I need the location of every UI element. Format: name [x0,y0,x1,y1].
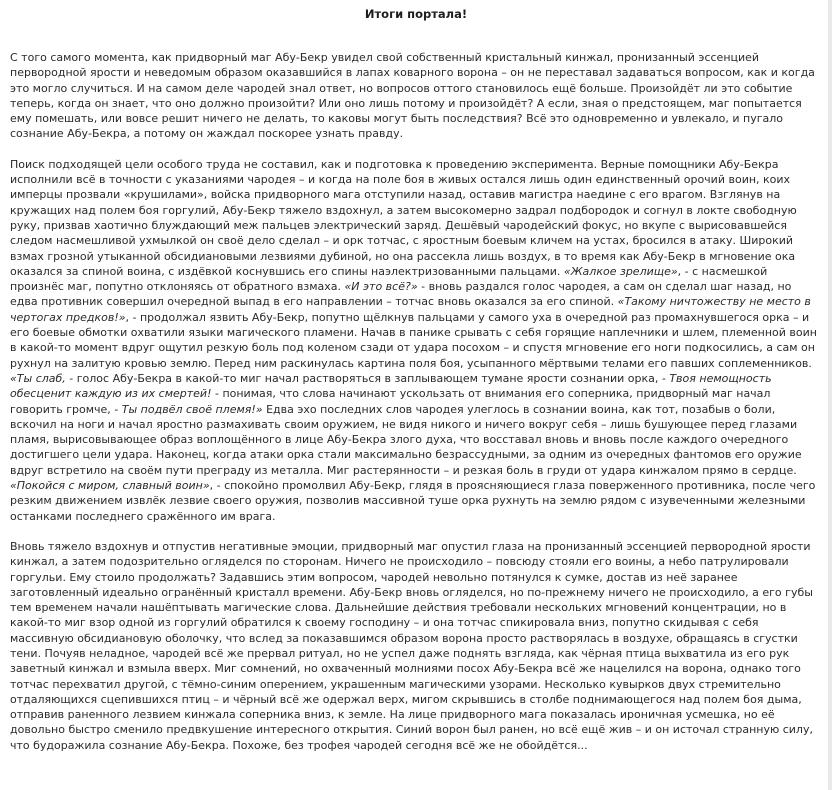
paragraph [10,539,822,753]
quote-text: «Покойся с миром, славный воин» [10,479,210,493]
quote-text: «Такому ничтожеству не место в чертогах предков!» [10,295,811,324]
quote-text: «Ты слаб, [10,371,66,385]
page-edge-strip [828,0,832,790]
article-title: Итоги портала! [364,7,468,21]
paragraph-text: - вновь раздался голос чародея, а сам он сделал шаг назад, но едва противник совершил очередной выпад в его направлении – тотчас вновь оказался за его спиной. [10,280,792,309]
quote-text: «Жалкое зрелище» [563,264,678,278]
paragraph-text: , - спокойно промолвил Абу-Бекр, глядя в проясняющиеся глаза поверженного противника, после чего резким движением извлёк лезвие своего оружия, позволив массивной туше орка рухнуть на землю рядом с изувеченными железными останками последнего сражённого им врага. [10,479,816,523]
paragraph-text: - понимая, что слова начинают ускользать от внимания его соперника, придворный маг начал говорить громче, [10,387,771,416]
paragraph-text: - голос Абу-Бекра в какой-то миг начал растворяться в заплывающем тумане ярости сознании орка, [65,371,662,385]
paragraph [10,157,822,524]
paragraph-text: , - с насмешкой произнёс маг, попутно отклоняясь от обратного взмаха. [10,264,768,294]
paragraph-text: С того самого момента, как придворный маг Абу-Бекр увидел свой собственный кристальный кинжал, пронизанный эссенцией первородной ярости и неведомым образом оказавшийся в лапах коварного ворона – он не переставал задаваться вопросом, как и когда это могло случиться. И на самом деле чародей знал ответ, но вопросов оттого становилось ещё больше. Произойдёт ли это событие теперь, когда он знает, что оно должно произойти? Или оно лишь потому и произойдёт? А если, зная о предстоящем, маг попытается ему помешать, или вовсе решит ничего не делать, то каковы могут быть последствия? Всё это одновременно и увлекало, и пугало сознание Абу-Бекра, а потому он жаждал поскорее узнать правду. [10,51,815,141]
paragraph-text: Вновь тяжело вздохнув и отпустив негативные эмоции, придворный маг опустил глаза на пронизанный эссенцией первородной ярости кинжал, а затем подозрительно огляделся по сторонам. Ничего не происходило – повсюду стояли его воины, а небо патрулировали горгульи. Ему стоило продолжать? Задавшись этим вопросом, чародей невольно потянулся к сумке, достав из неё заранее заготовленный идеально огранённый кристалл времени. Абу-Бекр вновь огляделся, но по-прежнему ничего не происходило, а его губы тем временем начали нашёптывать магические слова. Дальнейшие действия требовали нескольких мгновений концентрации, но в какой-то миг взор одной из горгулий обратился к своему господину – и она тотчас спикировала вниз, попутно скидывая с себя массивную обсидиановую оболочку, что вслед за показавшимся образом ворона просто растворялась в воздухе, обращаясь в сгустки тени. Почуяв неладное, чародей всё же прервал ритуал, но не успел даже поднять взгляда, как чёрная птица выхватила из его рук заветный кинжал и взмыла вверх. Миг сомнений, но охваченный молниями посох Абу-Бекра всё же нацелился на ворона, однако того тотчас перехватил другой, с тёмно-синим оперением, украшенным магическими узорами. Несколько кувырков двух стремительно отдаляющихся сцепившихся птиц – и чёрный всё же одержал верх, мигом скрывшись в столбе поднимающегося над полем боя дыма, отправив раненного лезвием кинжала соперника вниз, к земле. На лице придворного мага показалась ироничная усмешка, но её довольно быстро сменило предвкушение интересного открытия. Синий ворон был ранен, но всё ещё жив – и он источал странную силу, что будоражила сознание Абу-Бекра. Похоже, без трофея чародей сегодня всё же не обойдётся... [10,539,813,752]
paragraph-text: Поиск подходящей цели особого труда не составил, как и подготовка к проведению эксперимента. Верные помощники Абу-Бекра исполнили всё в точности с указаниями чародея – и когда на поле боя в живых остался лишь один единственный орочий воин, коих имперцы прозвали «крушилами», войска придворного мага отступили назад, оставив магистра наедине с его врагом. Взглянув на кружащих над полем боя горгулий, Абу-Бекр тяжело вздохнул, а затем высокомерно задрал подбородок и согнул в локте свободную руку, призвав хаотично блуждающий меж пальцев электрический заряд. Дешёвый чародейский фокус, но вкупе с вырисовавшейся следом насмешливой ухмылкой он своё дело сделал – и орк тотчас, с яростным боевым кличем на устах, бросился в атаку. Широкий взмах грозной утыканной обсидиановыми лезвиями дубиной, но она рассекла лишь воздух, в то время как Абу-Бекр в мгновение ока оказался за спиной воина, с издёвкой коснувшись его спины наэлектризованными пальцами. [10,157,797,278]
article-body [10,50,822,753]
paragraph-text: , - продолжал язвить Абу-Бекр, попутно щёлкнув пальцами у самого уха в очередной раз промахнувшегося орка – и его боевые обмотки охватили языки магического пламени. Начав в панике срывать с себя горящие наплечники и шлем, племенной воин в какой-то момент вдруг ощутил резкую боль под коленом сзади от удара посохом – и спустя мгновение его ноги подкосились, а сам он рухнул на залитую кровью землю. Перед ним раскинулась картина поля боя, усыпанного мёртвыми телами его павших соплеменников. [10,310,817,370]
paragraph-text: Едва эхо последних слов чародея улеглось в сознании воина, как тот, позабыв о боли, вскочил на ноги и начал яростно размахивать своим оружием, не видя никого и ничего вокруг себя – лишь бушующее перед глазами пламя, вырисовывающее образ воплощённого в лице Абу-Бекра злого духа, что восставал вновь и вновь после каждого очередного достигшего цели удара. Наконец, когда атаки орка стали максимально безрассудными, за одним из очередных фантомов его оружие вдруг встретило на своём пути преграду из металла. Миг растерянности – и резкая боль в груди от удара кинжалом прямо в сердце. [10,402,802,477]
quote-text: - Твоя немощность обесценит каждую из их смертей! [10,371,772,401]
paragraph [10,50,822,142]
quote-text: - Ты подвёл своё племя!» [114,402,263,416]
quote-text: «И это всё?» [344,280,418,294]
